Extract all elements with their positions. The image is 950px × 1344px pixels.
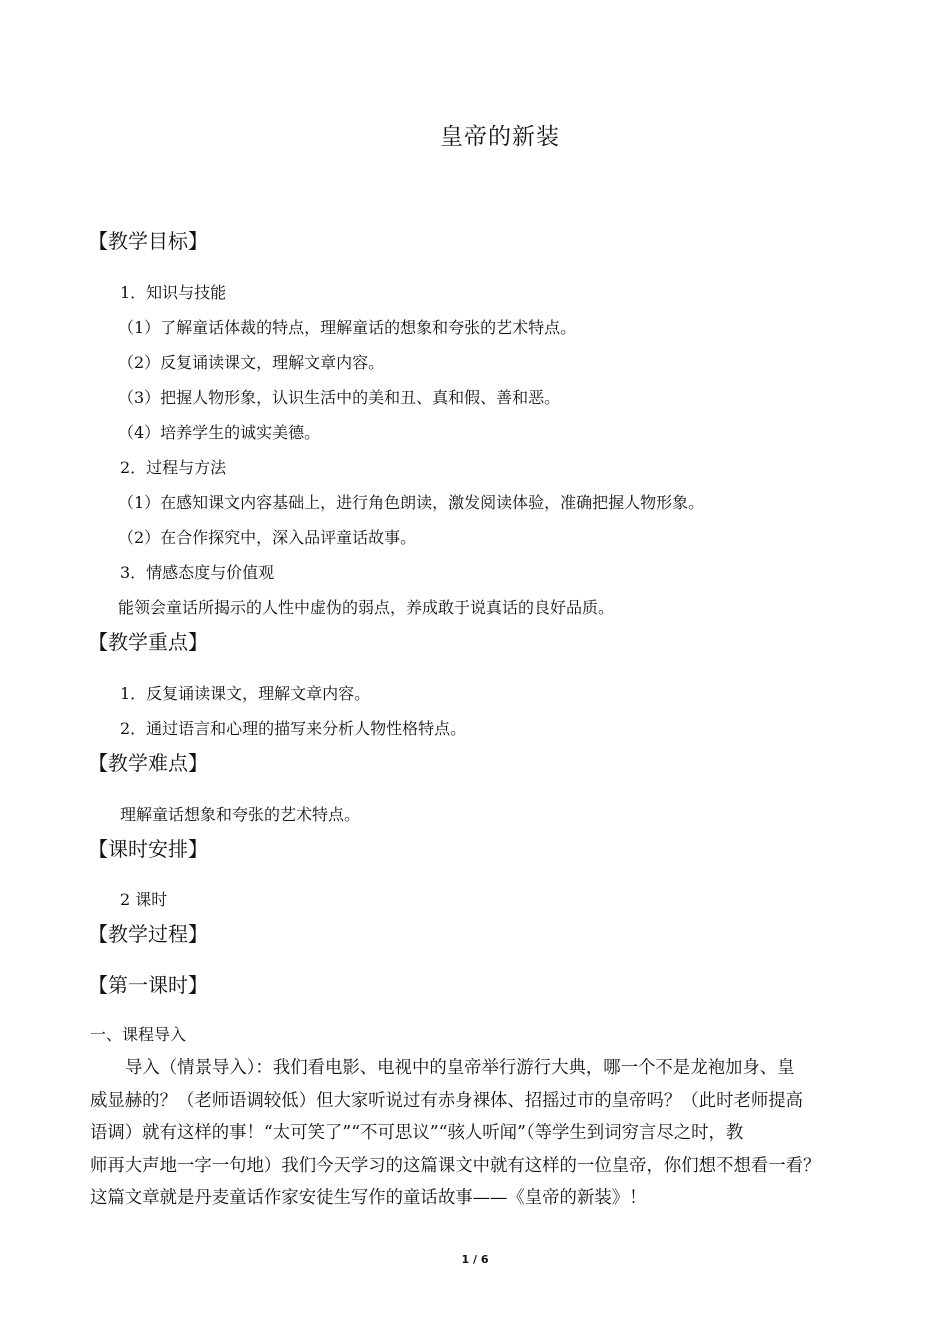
goal-line: 2．过程与方法	[120, 458, 227, 477]
section-heading-goals: 【教学目标】	[88, 229, 208, 253]
difficulty-line: 理解童话想象和夸张的艺术特点。	[120, 805, 361, 824]
section-heading-process: 【教学过程】	[88, 922, 208, 946]
section-heading-difficulty: 【教学难点】	[88, 751, 208, 775]
intro-line: 这篇文章就是丹麦童话作家安徒生写作的童话故事——《皇帝的新装》！	[90, 1188, 647, 1208]
goal-line: （1）在感知课文内容基础上，进行角色朗读，激发阅读体验，准确把握人物形象。	[118, 493, 705, 512]
section-heading-key-points: 【教学重点】	[88, 630, 208, 654]
goal-line: （4）培养学生的诚实美德。	[118, 423, 321, 442]
document-title: 皇帝的新装	[440, 124, 560, 150]
key-point-line: 2．通过语言和心理的描写来分析人物性格特点。	[120, 719, 467, 738]
goal-line: （1）了解童话体裁的特点，理解童话的想象和夸张的艺术特点。	[118, 318, 577, 337]
intro-line: 导入（情景导入）：我们看电影、电视中的皇帝举行游行大典，哪一个不是龙袍加身、皇	[125, 1058, 795, 1078]
intro-heading: 一、课程导入	[90, 1025, 187, 1044]
intro-paragraph	[90, 1052, 890, 1215]
intro-line: 师再大声地一字一句地）我们今天学习的这篇课文中就有这样的一位皇帝，你们想不想看一看？	[90, 1155, 821, 1176]
goal-line: 3．情感态度与价值观	[120, 563, 275, 582]
page-number: 1 / 6	[461, 1253, 489, 1266]
goal-line: 1．知识与技能	[120, 283, 227, 302]
goal-line: （2）反复诵读课文，理解文章内容。	[118, 353, 385, 372]
goal-line: （3）把握人物形象，认识生活中的美和丑、真和假、善和恶。	[118, 388, 561, 407]
goal-line: （2）在合作探究中，深入品评童话故事。	[118, 528, 417, 547]
key-point-line: 1．反复诵读课文，理解文章内容。	[120, 684, 371, 703]
goal-line: 能领会童话所揭示的人性中虚伪的弱点，养成敢于说真话的良好品质。	[118, 598, 615, 617]
intro-line: 语调）就有这样的事！“太可笑了”“不可思议”“骇人听闻”（等学生到词穷言尽之时，教	[90, 1123, 744, 1143]
section-heading-lesson-one: 【第一课时】	[88, 973, 208, 997]
section-heading-schedule: 【课时安排】	[88, 837, 208, 861]
schedule-line: 2 课时	[120, 890, 168, 909]
intro-line: 威显赫的？（老师语调较低）但大家听说过有赤身裸体、招摇过市的皇帝吗？（此时老师提高	[90, 1090, 804, 1111]
